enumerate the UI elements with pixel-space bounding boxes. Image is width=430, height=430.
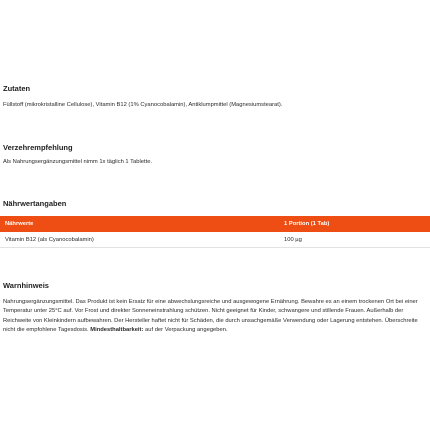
mindesthaltbarkeit-label: Mindesthaltbarkeit:: [90, 326, 144, 333]
warnhinweis-heading: Warnhinweis: [3, 281, 49, 290]
naehrwertangaben-heading: Nährwertangaben: [3, 199, 67, 208]
zutaten-heading: Zutaten: [3, 84, 31, 93]
mindesthaltbarkeit-text: auf der Verpackung angegeben.: [145, 326, 228, 333]
verzehrempfehlung-text: Als Nahrungsergänzungsmittel nimm 1x täglich 1 Tablette.: [3, 159, 153, 165]
nutrient-name: Vitamin B12 (als Cyanocobalamin): [0, 232, 282, 248]
warnhinweis-main-text: Nahrungsergänzungsmittel. Das Produkt ist kein Ersatz für eine abwechslungsreiche und ausgewogene Ernährung. Bewahre es an einem trockenen Ort bei einer Temperatur unter 25°C auf. Vor Frost und direkter Sonneneinstrahlung schützen. Nicht geeignet für Kinder, schwangere und stillende Frauen. Außerhalb der Reichweite von Kleinkindern aufbewahren. Der Hersteller haftet nicht für Schäden, die durch unsachgemäße Verwendung oder Lagerung entstehen. Überschreite nicht die empfohlene Tagesdosis.: [3, 299, 418, 333]
nutrition-header-name: Nährwerte: [0, 216, 282, 232]
verzehrempfehlung-heading: Verzehrempfehlung: [3, 143, 73, 152]
nutrition-table-header-row: [0, 216, 430, 232]
warnhinweis-text: [3, 298, 422, 335]
nutrition-table: [0, 216, 430, 248]
zutaten-text: Füllstoff (mikrokristalline Cellulose), Vitamin B12 (1% Cyanocobalamin), Antiklumpmittel (Magnesiumstearat).: [3, 102, 283, 108]
nutrition-header-portion: 1 Portion (1 Tab): [282, 216, 430, 232]
table-row: [0, 232, 430, 248]
nutrient-portion-value: 100 µg: [282, 232, 430, 248]
